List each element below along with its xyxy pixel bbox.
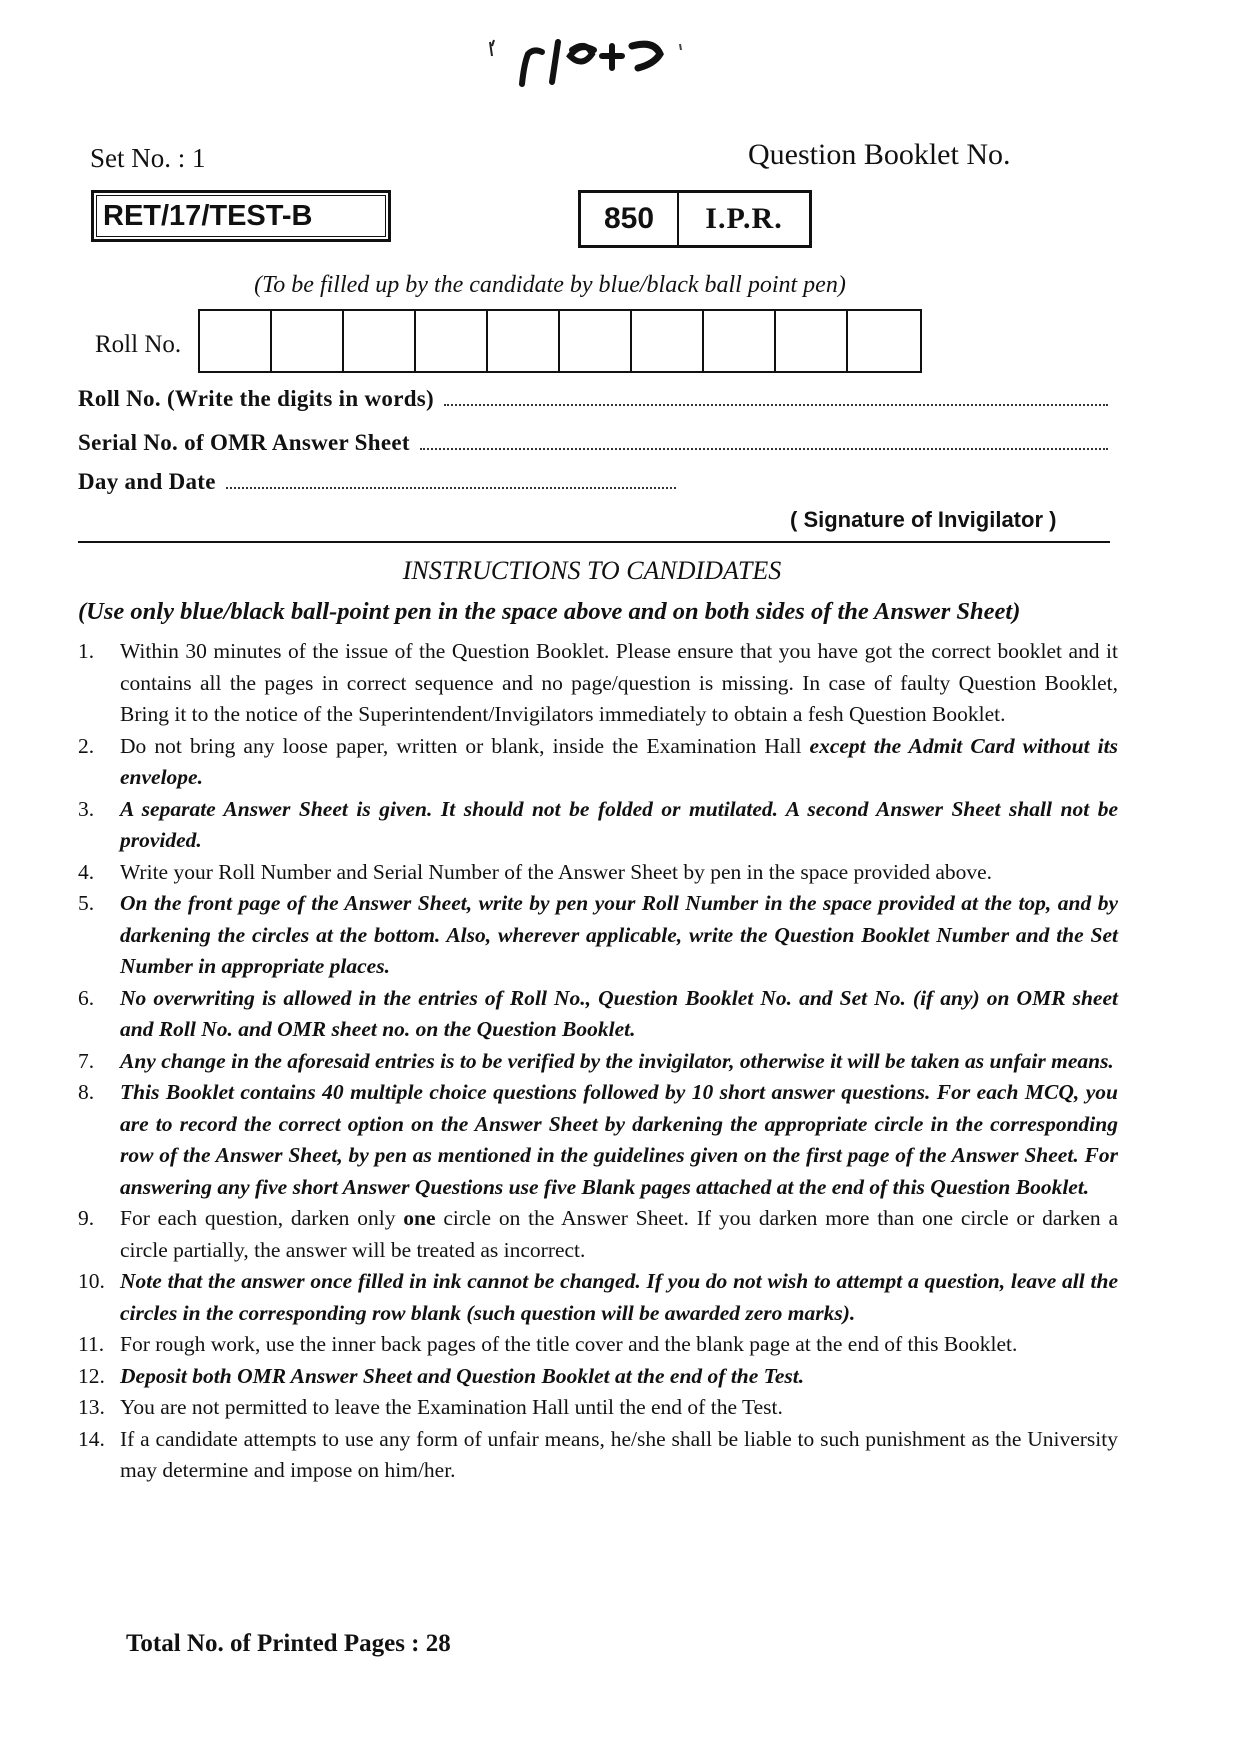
roll-words-label: Roll No. (Write the digits in words) — [78, 386, 435, 411]
instruction-text — [120, 731, 1118, 794]
divider — [78, 541, 1110, 543]
instruction-text-part: one — [403, 1206, 436, 1230]
instruction-number: 9. — [78, 1206, 95, 1230]
instruction-text-part: If a candidate attempts to use any form of unfair means, he/she shall be liable to such punishment as the University may determine and impose on him/her. — [120, 1426, 1118, 1482]
roll-digit-box[interactable] — [848, 311, 920, 371]
instruction-text-part: circle on the Answer Sheet. If you darken more than one circle or darken a circle partially, the answer will be treated as incorrect. — [120, 1206, 1119, 1262]
instruction-text-part: Do not bring any loose paper, written or blank, inside the Examination Hall — [120, 733, 810, 758]
set-number: Set No. : 1 — [90, 143, 206, 173]
instruction-item — [78, 731, 1118, 794]
roll-digit-box[interactable] — [632, 311, 704, 371]
roll-digit-box[interactable] — [776, 311, 848, 371]
instruction-item — [78, 1424, 1118, 1487]
day-date-field[interactable] — [226, 486, 676, 489]
instruction-text-part: No overwriting is allowed in the entries of Roll No., Question Booklet No. and Set No. (if any) on OMR sheet and Roll No. and OMR sheet no. on the Question Booklet. — [120, 985, 1118, 1041]
instruction-item — [78, 1392, 1118, 1424]
roll-digit-box[interactable] — [704, 311, 776, 371]
instruction-text — [120, 983, 1118, 1046]
instruction-text-part: Within 30 minutes of the issue of the Question Booklet. Please ensure that you have got the correct booklet and it contains all the pages in correct sequence and no page/question is missing. In case of faulty Question Booklet, Bring it to the notice of the Superintendent/Invigilators immediately to obtain a fesh Question Booklet. — [120, 639, 1118, 726]
instructions-subtitle: (Use only blue/black ball-point pen in the space above and on both sides of the Answer Sheet) — [78, 598, 1021, 625]
instruction-text — [120, 1203, 1118, 1266]
instructions-title: INSTRUCTIONS TO CANDIDATES — [402, 556, 782, 585]
instruction-item — [78, 1266, 1118, 1329]
roll-words-row — [78, 386, 1108, 412]
roll-digit-box[interactable] — [272, 311, 344, 371]
instruction-number: 1. — [78, 639, 95, 663]
roll-digit-box[interactable] — [416, 311, 488, 371]
roll-number-label: Roll No. — [95, 331, 182, 358]
roll-digit-box[interactable] — [488, 311, 560, 371]
booklet-number-box — [578, 190, 812, 248]
instruction-text-part: For each question, darken only — [120, 1206, 404, 1230]
instruction-text — [120, 794, 1118, 857]
question-booklet-label: Question Booklet No. — [748, 138, 1011, 171]
instruction-item — [78, 1361, 1118, 1393]
total-printed-pages: Total No. of Printed Pages : 28 — [126, 1630, 451, 1657]
fill-instruction-note: (To be filled up by the candidate by blue/black ball point pen) — [254, 272, 846, 298]
instruction-number: 4. — [78, 859, 95, 884]
instruction-text-part: A separate Answer Sheet is given. It should not be folded or mutilated. A second Answer Sheet shall not be provided. — [120, 796, 1118, 852]
instruction-number: 14. — [78, 1426, 105, 1451]
roll-number-boxes[interactable] — [198, 309, 922, 373]
instruction-item — [78, 1046, 1118, 1078]
instructions-list — [78, 636, 1118, 1487]
subject-code: I.P.R. — [705, 202, 783, 235]
instruction-item — [78, 1329, 1118, 1361]
omr-serial-row — [78, 430, 1108, 456]
instruction-item — [78, 794, 1118, 857]
instruction-text — [120, 1266, 1118, 1329]
instruction-item — [78, 888, 1118, 983]
instruction-item — [78, 1077, 1118, 1203]
roll-words-field[interactable] — [444, 403, 1108, 406]
instruction-number: 7. — [78, 1048, 95, 1073]
instruction-text-part: For rough work, use the inner back pages of the title cover and the blank page at the end of this Booklet. — [120, 1332, 1018, 1356]
invigilator-signature-label: ( Signature of Invigilator ) — [790, 507, 1057, 532]
instruction-text-part: This Booklet contains 40 multiple choice questions followed by 10 short answer questions. For each MCQ, you are to record the correct option on the Answer Sheet by darkening the appropriate circle in the corresponding row of the Answer Sheet, by pen as mentioned in the guidelines given on the first page of the Answer Sheet. For answering any five short Answer Questions use five Blank pages attached at the end of this Question Booklet. — [120, 1080, 1118, 1199]
instruction-text — [120, 888, 1118, 983]
booklet-number: 850 — [581, 193, 679, 245]
handwritten-mark — [480, 22, 740, 92]
day-date-label: Day and Date — [78, 469, 216, 494]
instruction-text — [120, 1046, 1118, 1078]
instruction-number: 10. — [78, 1269, 105, 1293]
instruction-text-part: You are not permitted to leave the Examination Hall until the end of the Test. — [120, 1395, 783, 1419]
roll-digit-box[interactable] — [560, 311, 632, 371]
instruction-text — [120, 636, 1118, 731]
instruction-item — [78, 983, 1118, 1046]
instruction-text-part: Write your Roll Number and Serial Number of the Answer Sheet by pen in the space provided above. — [120, 859, 993, 884]
instruction-item — [78, 1203, 1118, 1266]
instruction-number: 5. — [78, 891, 95, 915]
instruction-text-part: On the front page of the Answer Sheet, write by pen your Roll Number in the space provided at the top, and by darkening the circles at the bottom. Also, wherever applicable, write the Question Booklet Number and the Set Number in appropriate places. — [120, 891, 1118, 978]
omr-serial-field[interactable] — [420, 447, 1108, 450]
omr-serial-label: Serial No. of OMR Answer Sheet — [78, 430, 410, 455]
instruction-number: 11. — [78, 1332, 105, 1356]
roll-digit-box[interactable] — [200, 311, 272, 371]
instruction-number: 13. — [78, 1395, 105, 1419]
test-code-box: RET/17/TEST-B — [91, 190, 391, 242]
instruction-text — [120, 1077, 1118, 1203]
day-date-row — [78, 469, 676, 495]
instruction-text-part: Any change in the aforesaid entries is to be verified by the invigilator, otherwise it will be taken as unfair means. — [120, 1048, 1114, 1073]
instruction-item — [78, 857, 1118, 889]
roll-digit-box[interactable] — [344, 311, 416, 371]
instruction-text — [120, 1361, 1118, 1393]
instruction-number: 2. — [78, 733, 95, 758]
instruction-text — [120, 857, 1118, 889]
instruction-number: 12. — [78, 1363, 105, 1388]
instruction-number: 3. — [78, 796, 95, 821]
instruction-text-part: except the Admit Card without its envelope. — [120, 733, 1118, 789]
instruction-number: 6. — [78, 985, 95, 1010]
instruction-text — [120, 1329, 1118, 1361]
instruction-text — [120, 1424, 1118, 1487]
instruction-text-part: Deposit both OMR Answer Sheet and Question Booklet at the end of the Test. — [120, 1363, 805, 1388]
instruction-number: 8. — [78, 1080, 95, 1104]
instruction-item — [78, 636, 1118, 731]
instruction-text-part: Note that the answer once filled in ink cannot be changed. If you do not wish to attempt a question, leave all the circles in the corresponding row blank (such question will be awarded zero marks). — [120, 1269, 1118, 1325]
instruction-text — [120, 1392, 1118, 1424]
